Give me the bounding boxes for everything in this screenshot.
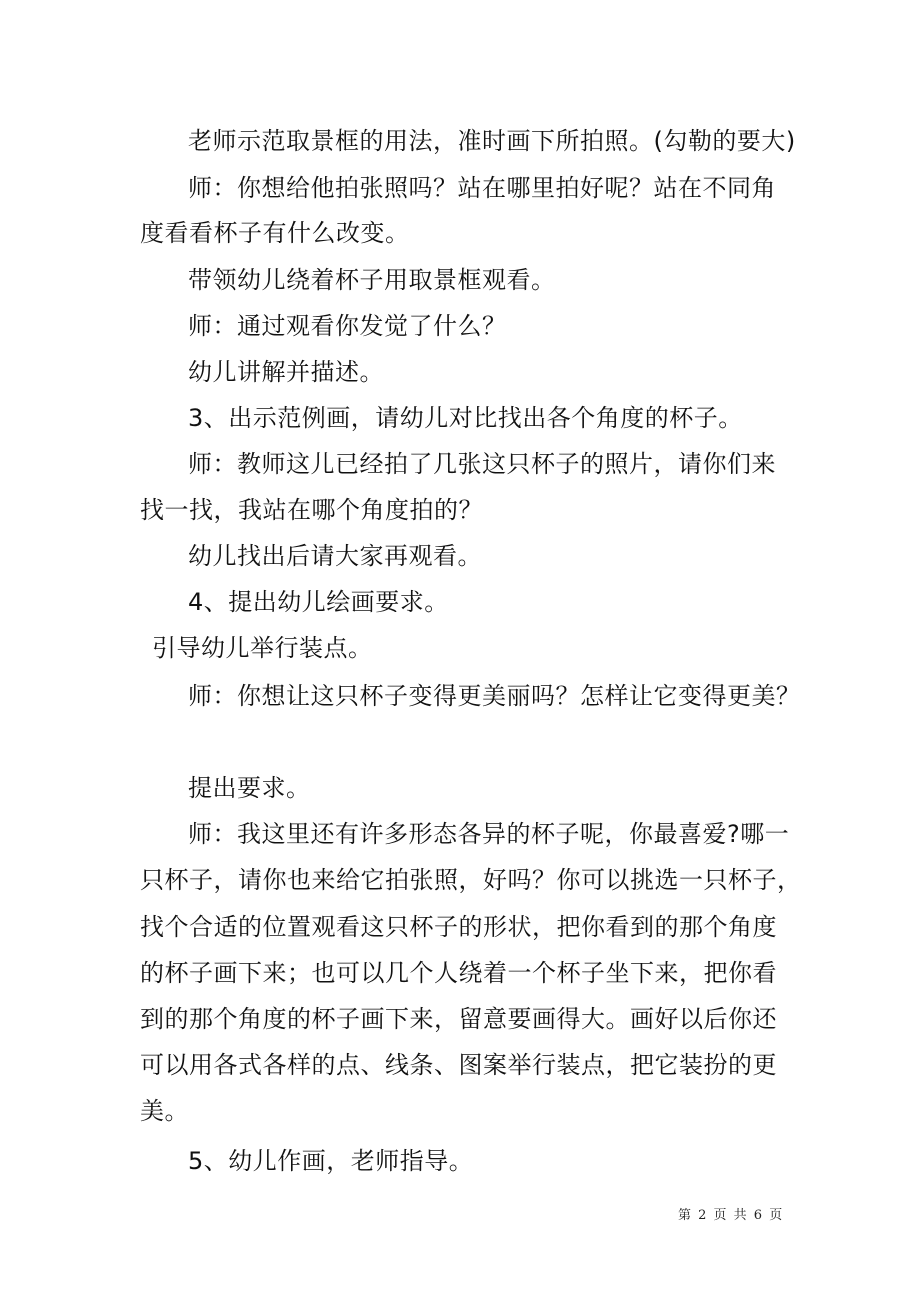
paragraph-line: 师：你想让这只杯子变得更美丽吗？怎样让它变得更美？ <box>188 682 801 710</box>
paragraph-line: 美。 <box>140 1097 189 1125</box>
paragraph-line: 可以用各式各样的点、线条、图案举行装点，把它装扮的更 <box>140 1051 777 1079</box>
paragraph-line: 带领幼儿绕着杯子用取景框观看。 <box>188 266 556 294</box>
paragraph-line: 5、幼儿作画，老师指导。 <box>188 1147 474 1175</box>
paragraph-line: 师：你想给他拍张照吗？站在哪里拍好呢？站在不同角 <box>188 174 776 202</box>
paragraph-line: 找一找，我站在哪个角度拍的？ <box>140 496 483 524</box>
paragraph-line: 幼儿找出后请大家再观看。 <box>188 542 482 570</box>
paragraph-line: 师：我这里还有许多形态各异的杯子呢，你最喜爱?哪一 <box>188 820 790 848</box>
paragraph-line: 师：通过观看你发觉了什么？ <box>188 312 507 340</box>
paragraph-line: 幼儿讲解并描述。 <box>188 358 384 386</box>
paragraph-line: 到的那个角度的杯子画下来，留意要画得大。画好以后你还 <box>140 1005 777 1033</box>
paragraph-line: 提出要求。 <box>188 774 311 802</box>
page-number-footer: 第 2 页 共 6 页 <box>678 1208 783 1223</box>
paragraph-line: 4、提出幼儿绘画要求。 <box>188 588 449 616</box>
paragraph-line: 只杯子，请你也来给它拍张照，好吗？你可以挑选一只杯子， <box>140 866 802 894</box>
paragraph-line: 引导幼儿举行装点。 <box>152 634 373 662</box>
paragraph-line: 的杯子画下来；也可以几个人绕着一个杯子坐下来，把你看 <box>140 959 777 987</box>
paragraph-line: 师：教师这儿已经拍了几张这只杯子的照片，请你们来 <box>188 450 776 478</box>
paragraph-line: 老师示范取景框的用法，准时画下所拍照。(勾勒的要大) <box>188 127 796 155</box>
paragraph-line: 3、出示范例画，请幼儿对比找出各个角度的杯子。 <box>188 404 743 432</box>
paragraph-line: 找个合适的位置观看这只杯子的形状，把你看到的那个角度 <box>140 913 777 941</box>
paragraph-line: 度看看杯子有什么改变。 <box>140 219 410 247</box>
